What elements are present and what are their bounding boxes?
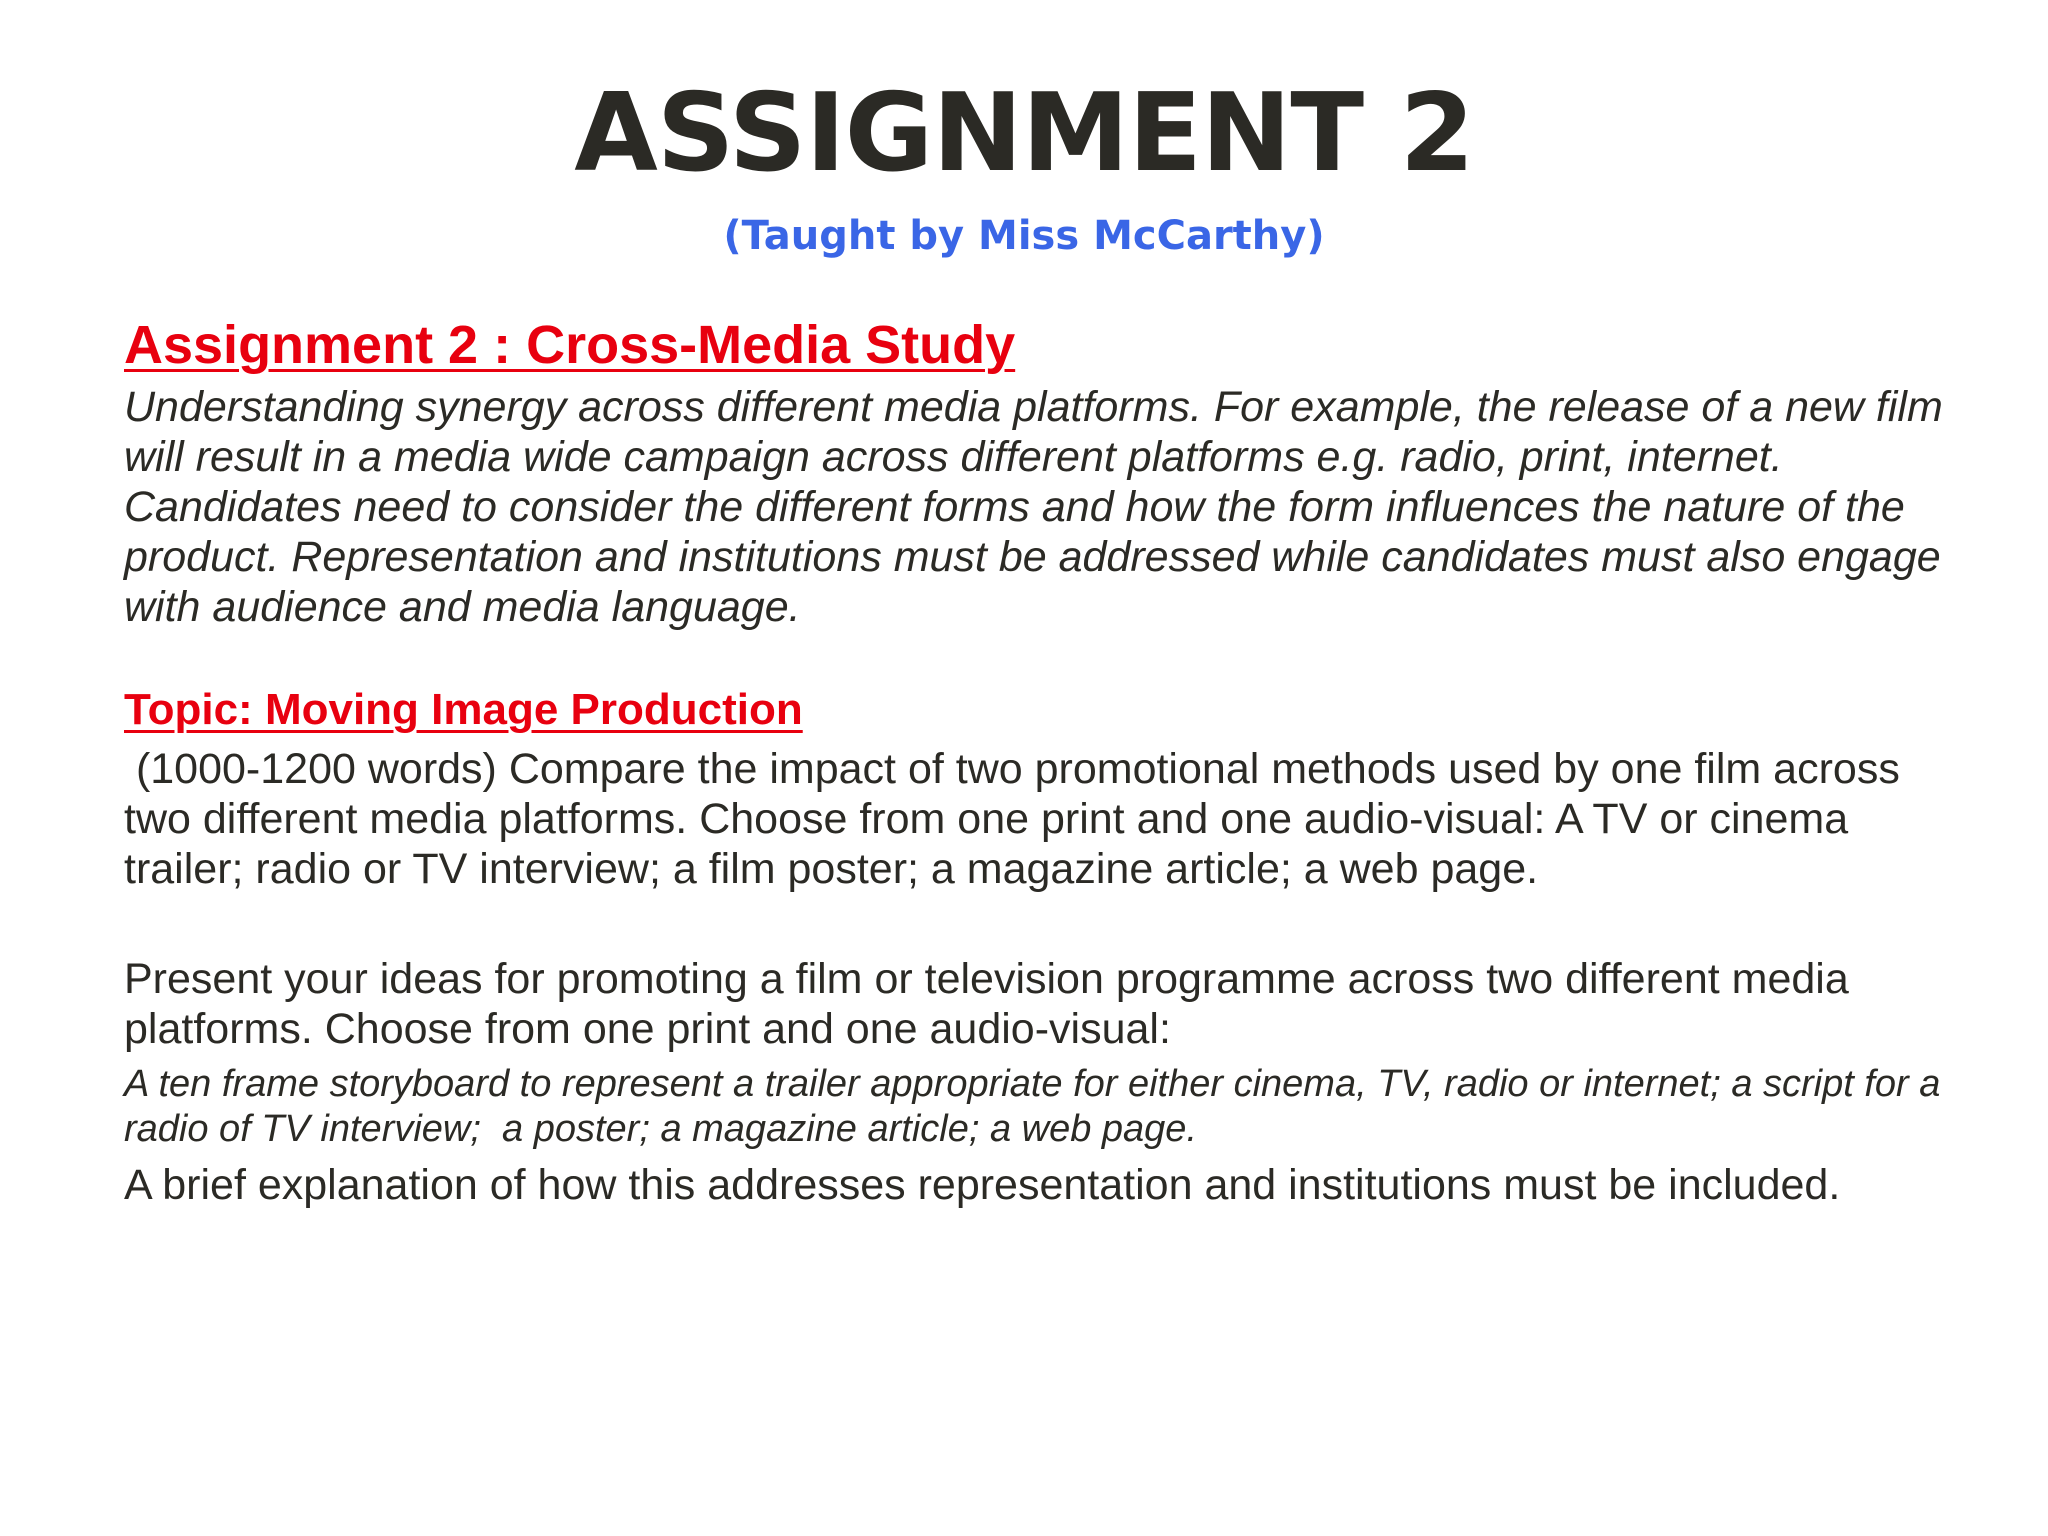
intro-paragraph: Understanding synergy across different media platforms. For example, the release of a new film will result in a media wide campaign across different platforms e.g. radio, print, internet. Candidates need to consider the different forms and how the form influences the nature of the product. Representation and institutions must be addressed while candidates must also engage with audience and media language. — [124, 383, 1943, 631]
present-paragraph: Present your ideas for promoting a film or television programme across two different media platforms. Choose from one print and one audio-visual: — [124, 955, 1849, 1053]
slide-subtitle: (Taught by Miss McCarthy) — [723, 213, 1325, 259]
section-heading: Assignment 2 : Cross-Media Study — [124, 315, 1016, 375]
topic-heading: Topic: Moving Image Production — [124, 685, 803, 734]
slide-title: ASSIGNMENT 2 — [574, 71, 1474, 196]
closing-paragraph: A brief explanation of how this addresses representation and institutions must be included. — [124, 1161, 1841, 1209]
options-paragraph: A ten frame storyboard to represent a trailer appropriate for either cinema, TV, radio or internet; a script for a radio of TV interview; a poster; a magazine article; a web page. — [124, 1063, 1951, 1150]
slide-content — [124, 312, 1964, 1210]
topic-paragraph: (1000-1200 words) Compare the impact of two promotional methods used by one film across two different media platforms. Choose from one print and one audio-visual: A TV or cinema trailer; radio or TV interview; a film poster; a magazine article; a web page. — [124, 745, 1912, 893]
